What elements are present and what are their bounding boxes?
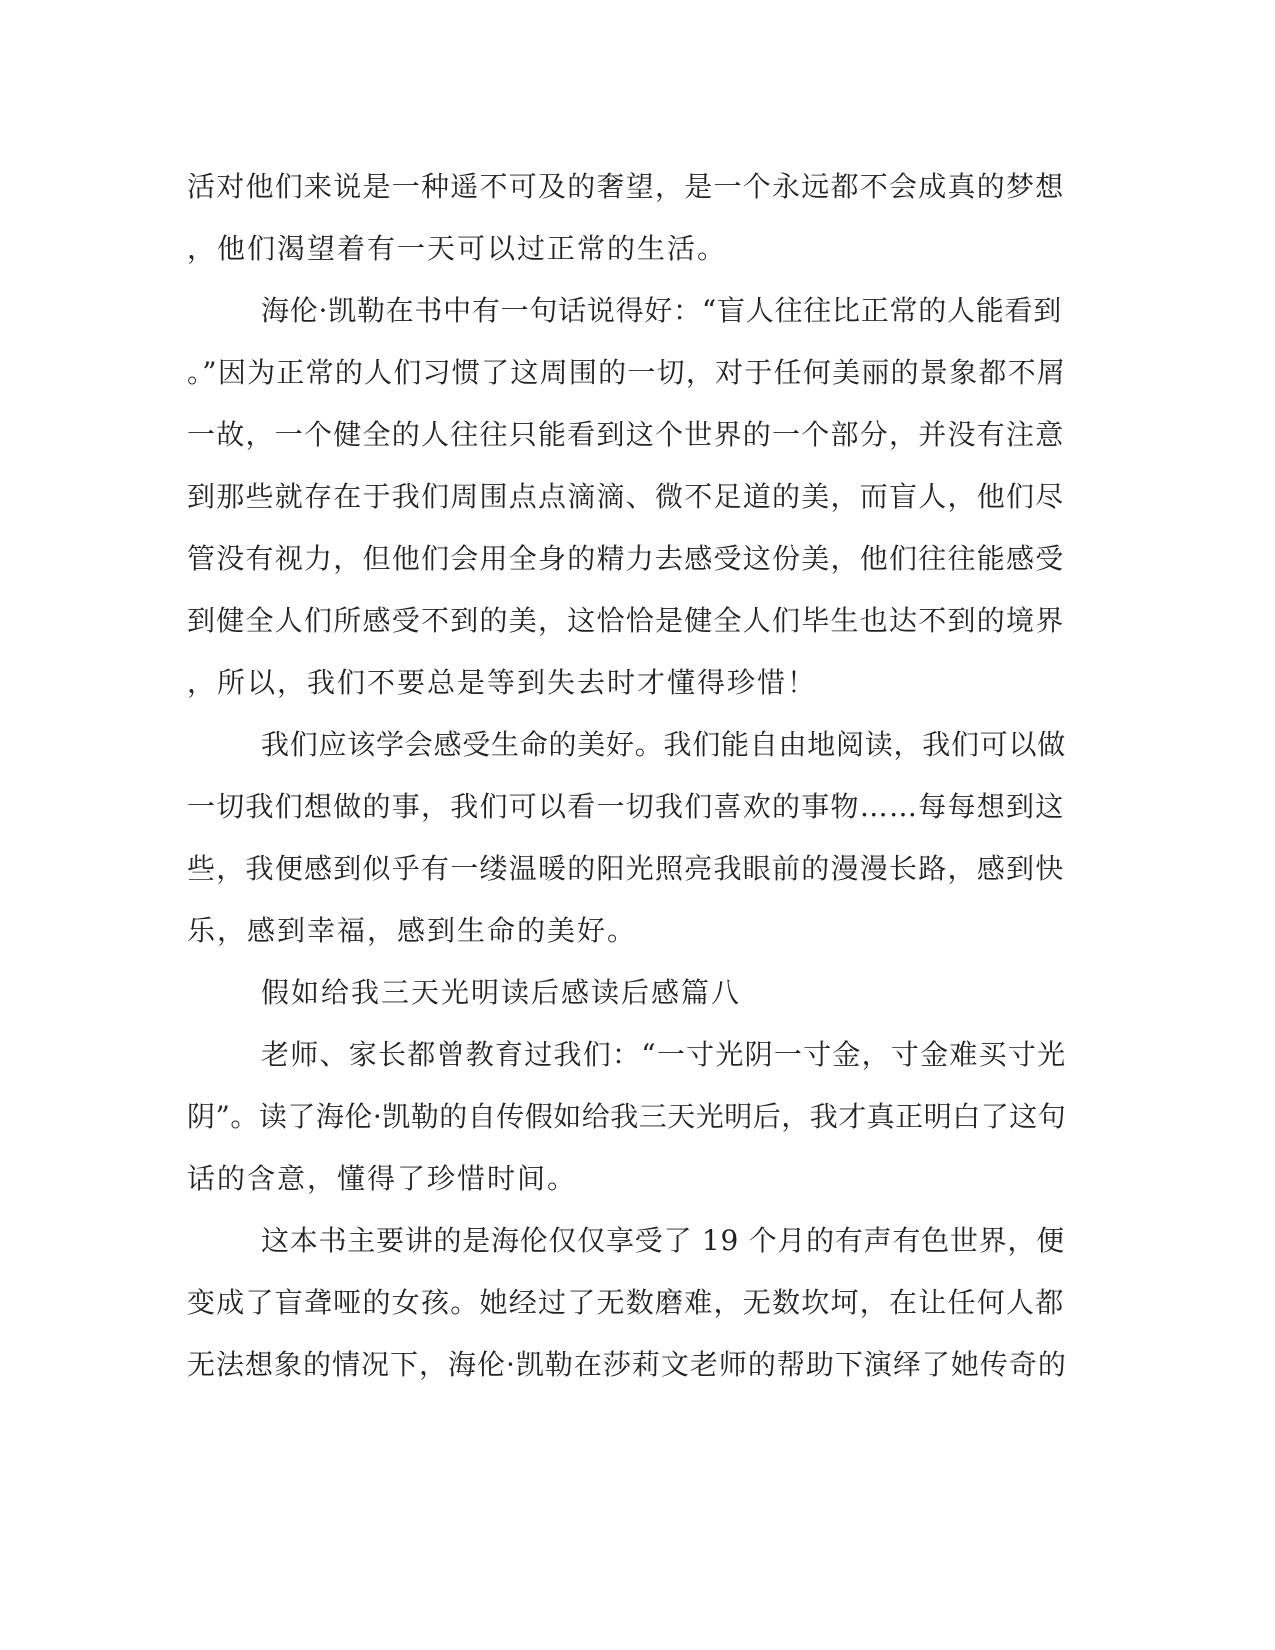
text-line: 乐，感到幸福，感到生命的美好。 xyxy=(187,914,638,947)
text-line: 一故，一个健全的人往往只能看到这个世界的一个部分，并没有注意 xyxy=(187,418,1065,451)
text-line: 话的含意，懂得了珍惜时间。 xyxy=(187,1162,578,1195)
text-line: 老师、家长都曾教育过我们：“一寸光阴一寸金，寸金难买寸光 xyxy=(261,1038,1067,1071)
document-body xyxy=(187,156,1067,1396)
text-line: 些，我便感到似乎有一缕温暖的阳光照亮我眼前的漫漫长路，感到快 xyxy=(187,852,1065,885)
text-line: ，他们渴望着有一天可以过正常的生活。 xyxy=(187,232,728,265)
text-line: 管没有视力，但他们会用全身的精力去感受这份美，他们往往能感受 xyxy=(187,542,1065,575)
text-line: 变成了盲聋哑的女孩。她经过了无数磨难，无数坎坷，在让任何人都 xyxy=(187,1286,1065,1319)
text-line: 活对他们来说是一种遥不可及的奢望，是一个永远都不会成真的梦想 xyxy=(187,170,1065,203)
text-line: 我们应该学会感受生命的美好。我们能自由地阅读，我们可以做 xyxy=(261,728,1067,761)
text-line: 海伦·凯勒在书中有一句话说得好：“盲人往往比正常的人能看到 xyxy=(261,294,1062,327)
text-line: 无法想象的情况下，海伦·凯勒在莎莉文老师的帮助下演绎了她传奇的 xyxy=(187,1348,1067,1381)
text-line: 阴”。读了海伦·凯勒的自传假如给我三天光明后，我才真正明白了这句 xyxy=(187,1100,1067,1133)
text-line: 。”因为正常的人们习惯了这周围的一切，对于任何美丽的景象都不屑 xyxy=(187,356,1067,389)
text-line: 一切我们想做的事，我们可以看一切我们喜欢的事物……每每想到这 xyxy=(187,790,1065,823)
section-heading: 假如给我三天光明读后感读后感篇八 xyxy=(261,976,742,1009)
text-line: 到健全人们所感受不到的美，这恰恰是健全人们毕生也达不到的境界 xyxy=(187,604,1065,637)
text-line: 到那些就存在于我们周围点点滴滴、微不足道的美，而盲人，他们尽 xyxy=(187,480,1065,513)
text-line: 这本书主要讲的是海伦仅仅享受了 19 个月的有声有色世界，便 xyxy=(261,1224,1065,1257)
text-line: ，所以，我们不要总是等到失去时才懂得珍惜！ xyxy=(187,666,818,699)
